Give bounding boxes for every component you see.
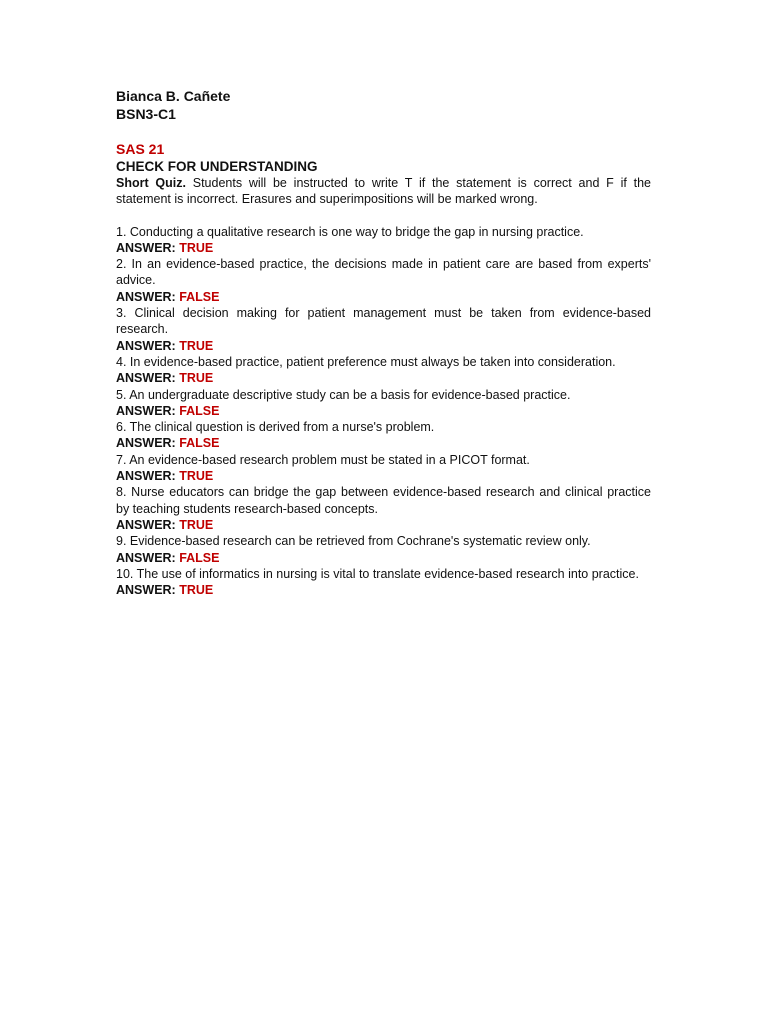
answer-value: FALSE — [179, 436, 220, 451]
answer-value: TRUE — [179, 469, 214, 484]
quiz-question: 4. In evidence-based practice, patient preference must always be taken into consideration. — [116, 354, 616, 369]
answer-value: TRUE — [179, 517, 214, 532]
quiz-question: 3. Clinical decision making for patient management must be taken from evidence-based research. — [116, 306, 651, 337]
quiz-answer — [116, 289, 651, 305]
quiz-question: 10. The use of informatics in nursing is vital to translate evidence-based research into practice. — [116, 566, 639, 581]
quiz-question: 2. In an evidence-based practice, the decisions made in patient care are based from experts' advice. — [116, 257, 651, 288]
answer-label: ANSWER: — [116, 403, 180, 418]
quiz-answer — [116, 403, 651, 419]
answer-label: ANSWER: — [116, 469, 180, 484]
answer-label: ANSWER: — [116, 583, 180, 598]
quiz-instructions-text: Students will be instructed to write T if the statement is correct and F if the statement is incorrect. Erasures and superimpositions will be marked wrong. — [116, 176, 651, 207]
quiz-answer — [116, 338, 651, 354]
quiz-answer — [116, 582, 651, 598]
student-name: Bianca B. Cañete — [116, 88, 231, 104]
answer-label: ANSWER: — [116, 289, 180, 304]
activity-heading: CHECK FOR UNDERSTANDING — [116, 159, 318, 174]
quiz-answer — [116, 517, 651, 533]
answer-value: TRUE — [179, 338, 214, 353]
answer-label: ANSWER: — [116, 371, 180, 386]
quiz-instructions-lead: Short Quiz. — [116, 176, 186, 190]
answer-label: ANSWER: — [116, 338, 180, 353]
answer-value: TRUE — [179, 371, 214, 386]
quiz-answer — [116, 550, 651, 566]
quiz-question: 7. An evidence-based research problem must be stated in a PICOT format. — [116, 452, 530, 467]
quiz-question: 9. Evidence-based research can be retrieved from Cochrane's systematic review only. — [116, 534, 591, 549]
quiz-question: 6. The clinical question is derived from a nurse's problem. — [116, 420, 435, 435]
answer-value: TRUE — [179, 583, 214, 598]
quiz-answer — [116, 370, 651, 386]
quiz-answer — [116, 468, 651, 484]
answer-value: FALSE — [179, 289, 220, 304]
answer-label: ANSWER: — [116, 436, 180, 451]
student-section: BSN3-C1 — [116, 106, 176, 122]
quiz-question: 8. Nurse educators can bridge the gap between evidence-based research and clinical practice by teaching students research-based concepts. — [116, 485, 651, 516]
quiz-question: 5. An undergraduate descriptive study can be a basis for evidence-based practice. — [116, 387, 571, 402]
quiz-instructions — [116, 175, 651, 208]
activity-code: SAS 21 — [116, 141, 165, 157]
quiz-answer — [116, 435, 651, 451]
answer-value: FALSE — [179, 403, 220, 418]
quiz-answer — [116, 240, 651, 256]
answer-label: ANSWER: — [116, 550, 180, 565]
answer-label: ANSWER: — [116, 517, 180, 532]
answer-label: ANSWER: — [116, 240, 180, 255]
quiz-items — [116, 224, 651, 599]
quiz-question: 1. Conducting a qualitative research is one way to bridge the gap in nursing practice. — [116, 224, 584, 239]
answer-value: TRUE — [179, 240, 214, 255]
answer-value: FALSE — [179, 550, 220, 565]
